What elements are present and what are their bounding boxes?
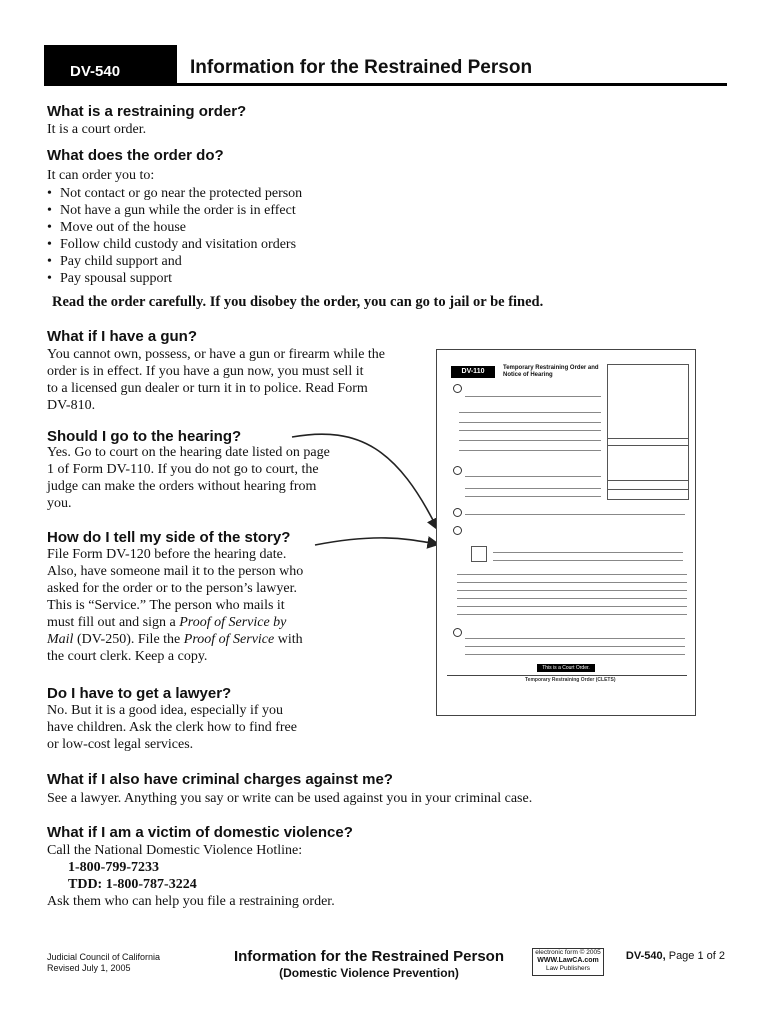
list-item: • Not have a gun while the order is in effect xyxy=(47,202,302,219)
mini-footer-title: Temporary Restraining Order (CLETS) xyxy=(525,677,616,683)
section-intro-what-does: It can order you to: xyxy=(47,168,155,183)
section-body-gun: You cannot own, possess, or have a gun or firearm while the order is in effect. If you have a gun now, you must sell it to a licensed gun dealer or turn it in to police. Read Form DV-810. xyxy=(47,347,386,413)
arrow-hearing xyxy=(292,434,437,528)
section-heading-what-is: What is a restraining order? xyxy=(47,103,247,120)
arrow-story xyxy=(315,538,437,545)
page-title: Information for the Restrained Person xyxy=(190,57,533,78)
mini-form-title: Temporary Restraining Order and Notice of Hearing xyxy=(503,365,599,378)
section-heading-criminal: What if I also have criminal charges against me? xyxy=(47,771,393,788)
mini-item-number xyxy=(453,508,462,517)
mini-clerk-box xyxy=(607,364,689,446)
section-body-criminal: See a lawyer. Anything you say or write can be used against you in your criminal case. xyxy=(47,791,533,806)
mini-item-number xyxy=(453,384,462,393)
mini-item-number xyxy=(453,628,462,637)
hotline-number: 1-800-799-7233 xyxy=(68,860,159,875)
section-heading-hearing: Should I go to the hearing? xyxy=(47,428,242,445)
mini-item-number xyxy=(453,526,462,535)
footer-page-info: DV-540, Page 1 of 2 xyxy=(625,950,725,962)
list-item: • Not contact or go near the protected person xyxy=(47,185,302,202)
footer-subtitle: (Domestic Violence Prevention) xyxy=(279,966,459,980)
publisher-badge: electronic form © 2005 WWW.LawCA.com Law Publishers xyxy=(532,948,604,976)
list-item: • Move out of the house xyxy=(47,219,302,236)
footer-left xyxy=(47,952,160,974)
footer-title: Information for the Restrained Person xyxy=(233,948,505,965)
list-item: • Pay child support and xyxy=(47,253,302,270)
form-id: DV-540 xyxy=(70,63,121,80)
tdd-number: TDD: 1-800-787-3224 xyxy=(68,877,197,892)
mini-item-number xyxy=(453,466,462,475)
mini-form-tag: DV-110 xyxy=(451,366,495,378)
section-body-victim: Call the National Domestic Violence Hotline: 1-800-799-7233 TDD: 1-800-787-3224 Ask them who can help you file a restraining order. xyxy=(47,843,335,909)
dv110-form-thumbnail xyxy=(436,349,696,716)
list-item: • Pay spousal support xyxy=(47,270,302,287)
section-body-story: File Form DV-120 before the hearing date. Also, have someone mail it to the person who asked for the order or to the person’s lawyer. This is “Service.” The person who mails it must fill out and sign a Proof of Service by Mail (DV-250). File the Proof of Service with the court clerk. Keep a copy. xyxy=(47,547,304,664)
section-heading-lawyer: Do I have to get a lawyer? xyxy=(47,685,232,702)
footer-council: Judicial Council of California xyxy=(47,952,161,962)
warning-text: Read the order carefully. If you disobey the order, you can go to jail or be fined. xyxy=(52,294,544,310)
section-body-lawyer: No. But it is a good idea, especially if you have children. Ask the clerk how to find free or low-cost legal services. xyxy=(47,703,297,752)
section-heading-gun: What if I have a gun? xyxy=(47,328,198,345)
section-body-hearing: Yes. Go to court on the hearing date listed on page 1 of Form DV-110. If you do not go to court, the judge can make the orders without hearing from you. xyxy=(47,445,330,511)
list-item: • Follow child custody and visitation orders xyxy=(47,236,302,253)
section-body-what-is: It is a court order. xyxy=(47,122,147,137)
mini-case-box xyxy=(607,480,689,500)
mini-hearing-date-box xyxy=(471,546,487,562)
section-heading-victim: What if I am a victim of domestic violence? xyxy=(47,824,353,841)
footer-revised: Revised July 1, 2005 xyxy=(47,963,131,973)
mini-court-order-banner: This is a Court Order. xyxy=(537,664,595,672)
section-heading-what-does: What does the order do? xyxy=(47,147,224,164)
section-heading-story: How do I tell my side of the story? xyxy=(47,529,291,546)
